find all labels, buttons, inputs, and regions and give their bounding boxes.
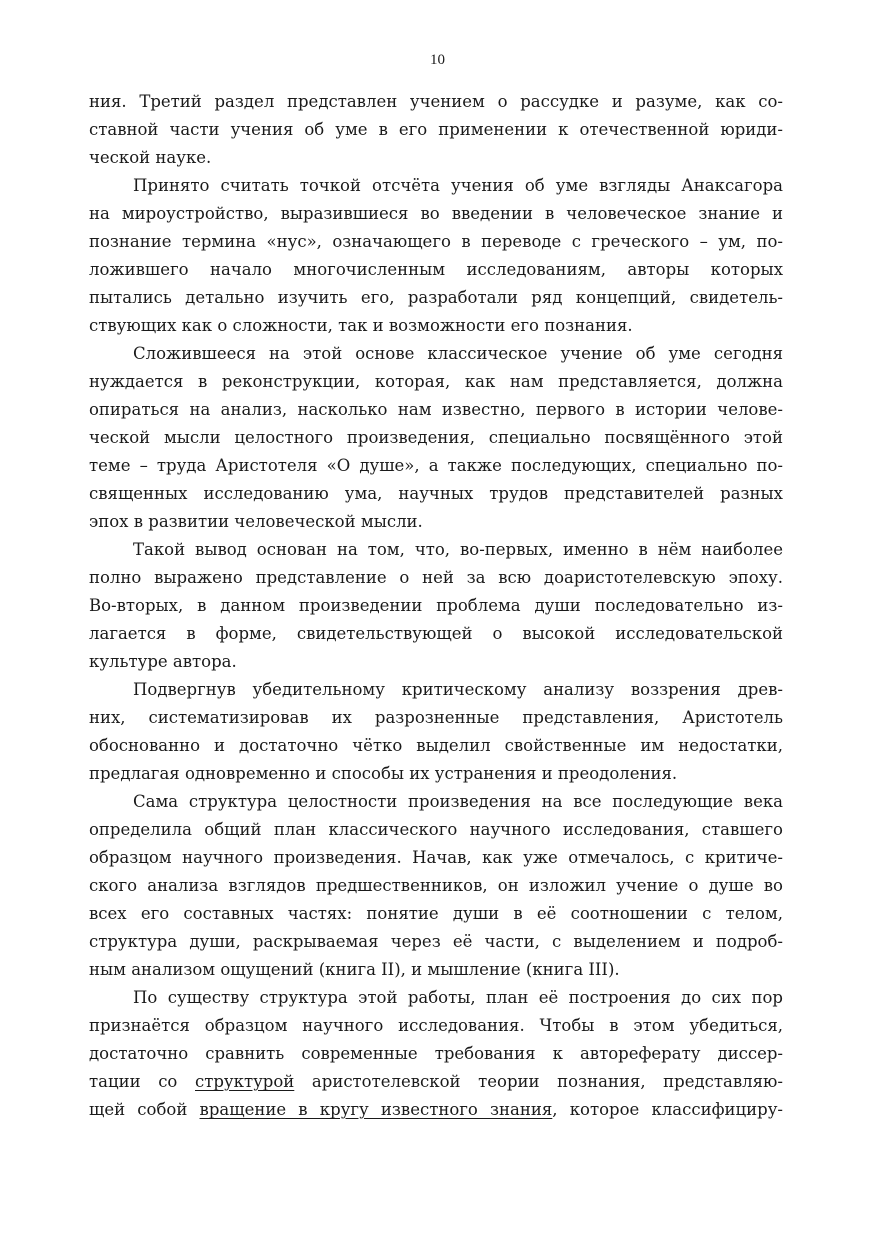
text-line: достаточно сравнить современные требования к автореферату диссер-	[89, 1044, 783, 1063]
paragraph-first-line: Такой вывод основан на том, что, во-первых, именно в нём наиболее	[133, 540, 783, 559]
text-line: на мироустройство, выразившиеся во введении в человеческое знание и	[89, 204, 783, 223]
text-line: ческой мысли целостного произведения, специально посвящённого этой	[89, 428, 783, 447]
text-fragment: щей собой	[89, 1100, 200, 1119]
text-line: них, систематизировав их разрозненные представления, Аристотель	[89, 708, 783, 727]
text-line: образцом научного произведения. Начав, как уже отмечалось, с критиче-	[89, 848, 783, 867]
text-line: ным анализом ощущений (книга II), и мышление (книга III).	[89, 960, 620, 979]
text-fragment: , которое классифициру-	[552, 1100, 783, 1119]
text-line: предлагая одновременно и способы их устранения и преодоления.	[89, 764, 678, 783]
text-line: пытались детально изучить его, разработали ряд концепций, свидетель-	[89, 288, 783, 307]
underlined-link-structure[interactable]: структурой	[195, 1072, 295, 1091]
text-fragment: аристотелевской теории познания, представляю-	[294, 1072, 783, 1091]
text-fragment: тации со	[89, 1072, 195, 1091]
text-line: ложившего начало многочисленным исследованиям, авторы которых	[89, 260, 783, 279]
text-line: познание термина «нус», означающего в переводе с греческого – ум, по-	[89, 232, 783, 251]
text-line: полно выражено представление о ней за всю доаристотелевскую эпоху.	[89, 568, 783, 587]
text-line	[89, 1096, 783, 1124]
text-line: Во-вторых, в данном произведении проблема души последовательно из-	[89, 596, 783, 615]
text-line: теме – труда Аристотеля «О душе», а также последующих, специально по-	[89, 456, 783, 475]
text-line: опираться на анализ, насколько нам известно, первого в истории челове-	[89, 400, 783, 419]
paragraph-first-line: По существу структура этой работы, план её построения до сих пор	[133, 988, 783, 1007]
text-line: священных исследованию ума, научных трудов представителей разных	[89, 484, 783, 503]
text-line: эпох в развитии человеческой мысли.	[89, 512, 423, 531]
text-line	[89, 1068, 783, 1096]
text-line: ческой науке.	[89, 148, 212, 167]
text-line: лагается в форме, свидетельствующей о высокой исследовательской	[89, 624, 783, 643]
paragraph-first-line: Принято считать точкой отсчёта учения об уме взгляды Анаксагора	[133, 176, 783, 195]
text-line: всех его составных частях: понятие души в её соотношении с телом,	[89, 904, 783, 923]
body-text	[89, 88, 783, 1124]
text-line: нуждается в реконструкции, которая, как нам представляется, должна	[89, 372, 783, 391]
text-line: обоснованно и достаточно чётко выделил свойственные им недостатки,	[89, 736, 783, 755]
text-line: ставной части учения об уме в его применении к отечественной юриди-	[89, 120, 783, 139]
paragraph-first-line: Сама структура целостности произведения на все последующие века	[133, 792, 783, 811]
underlined-link-circle-of-knowledge[interactable]: вращение в кругу известного знания	[199, 1100, 553, 1119]
paragraph-first-line: Подвергнув убедительному критическому анализу воззрения древ-	[133, 680, 783, 699]
text-line: ствующих как о сложности, так и возможности его познания.	[89, 316, 633, 335]
text-line: признаётся образцом научного исследования. Чтобы в этом убедиться,	[89, 1016, 783, 1035]
text-line: культуре автора.	[89, 652, 237, 671]
text-line: определила общий план классического научного исследования, ставшего	[89, 820, 783, 839]
page-number: 10	[430, 52, 445, 68]
text-line: ния. Третий раздел представлен учением о рассудке и разуме, как со-	[89, 92, 783, 111]
paragraph-first-line: Сложившееся на этой основе классическое учение об уме сегодня	[133, 344, 783, 363]
text-line: структура души, раскрываемая через её части, с выделением и подроб-	[89, 932, 783, 951]
text-line: ского анализа взглядов предшественников, он изложил учение о душе во	[89, 876, 783, 895]
